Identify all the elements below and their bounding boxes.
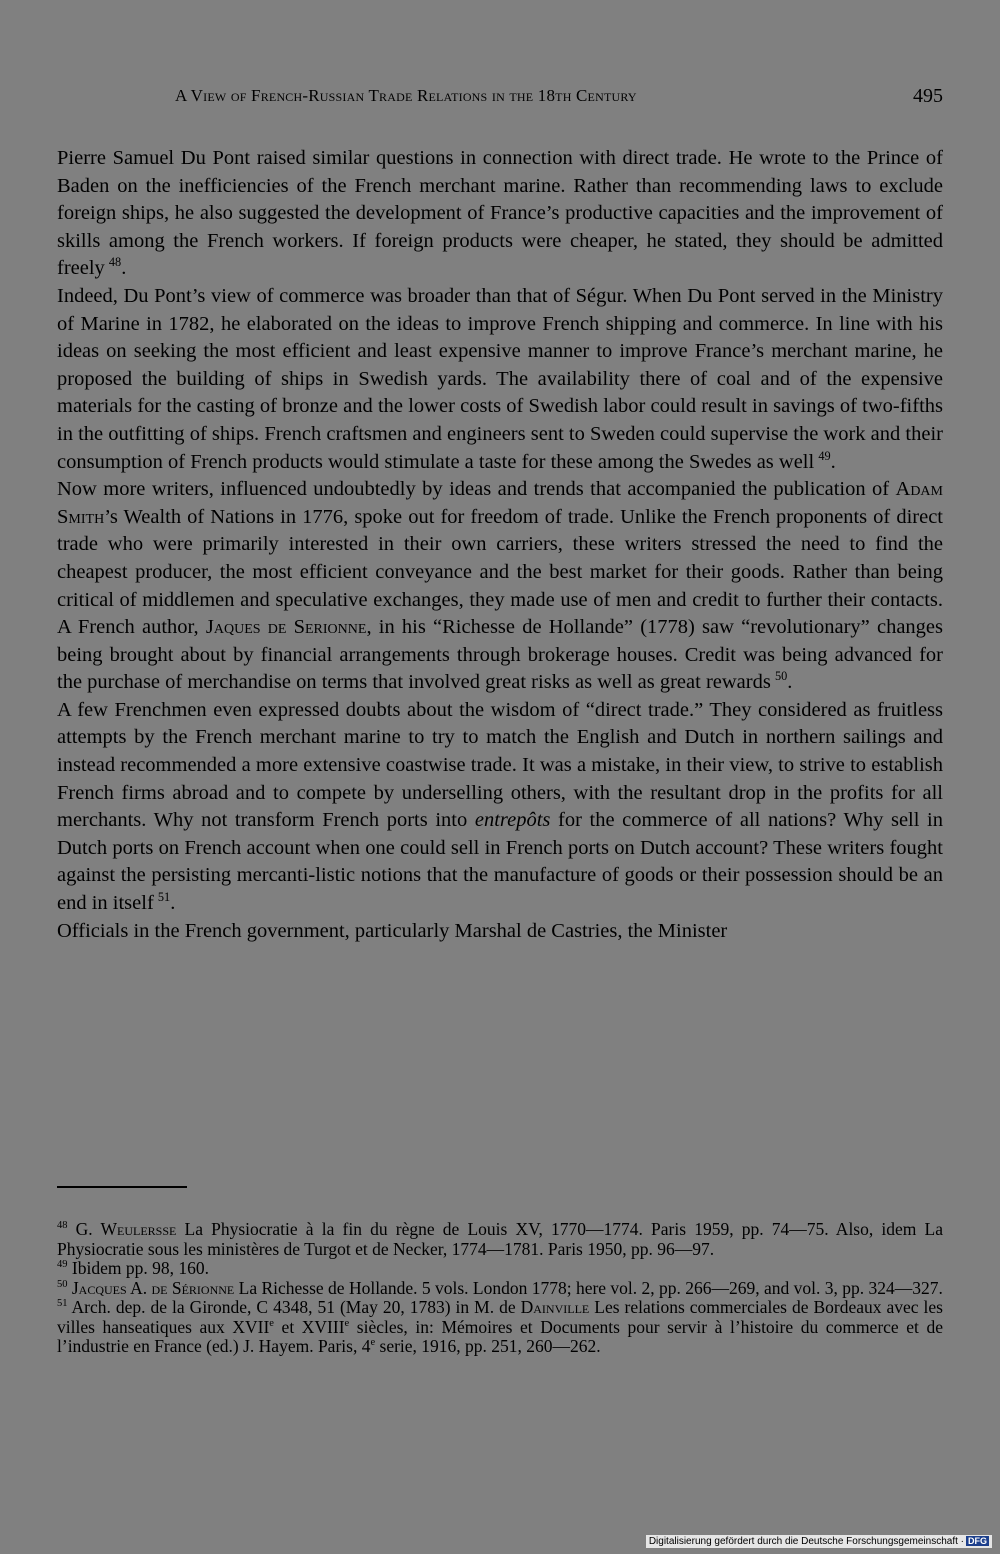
- footnote-text: Ibidem pp. 98, 160.: [67, 1258, 209, 1278]
- superscript: e: [344, 1317, 350, 1329]
- footnote-text: La Physiocratie à la fin du règne de Louis XV, 1770—1774. Paris 1959, pp. 74—75. Also, idem La Physiocratie sous les ministères de Turgot et de Necker, 1774—1781. Paris 1950, pp. 96—97.: [57, 1219, 944, 1259]
- page-header: [57, 86, 943, 116]
- footnote-text: La Richesse de Hollande. 5 vols. London 1778; here vol. 2, pp. 266—269, and vol. 3, pp. 324—327.: [234, 1277, 943, 1298]
- running-title: A View of French-Russian Trade Relations in the 18th Century: [175, 86, 637, 105]
- paragraph-text: Now more writers, influenced undoubtedly by ideas and trends that accompanied the publication of: [57, 478, 896, 501]
- punctuation: .: [121, 257, 127, 280]
- footnote-author: Dainville: [520, 1297, 590, 1317]
- author-name: Jaques de Serionne: [205, 616, 367, 639]
- footnote-number: 48: [57, 1220, 68, 1232]
- footnote-50: [57, 1279, 943, 1299]
- author-name: Adam Smith: [57, 478, 943, 528]
- digitization-credit: [646, 1535, 992, 1548]
- punctuation: .: [830, 450, 836, 473]
- footnote-48: [57, 1220, 943, 1259]
- paragraph-text: ’s Wealth of Nations in 1776, spoke out for freedom of trade. Unlike the French proponents of direct trade who were primarily interested in their own carriers, these writers stressed the need to find the cheapest producer, the most efficient conveyance and the best market for their goods. Rather than being critical of middlemen and speculative exchanges, they made use of men and credit to further their contacts. A French author,: [57, 505, 943, 639]
- credit-text: Digitalisierung gefördert durch die Deutsche Forschungsgemeinschaft ·: [648, 1536, 964, 1547]
- paragraph-text: Pierre Samuel Du Pont raised similar questions in connection with direct trade. He wrote to the Prince of Baden on the inefficiencies of the French merchant marine. Rather than recommending laws to exclude foreign ships, he also suggested the development of France’s productive capacities and the improvement of skills among the French workers. If foreign products were cheaper, he stated, they should be admitted freely: [57, 147, 943, 280]
- paragraph-text: Indeed, Du Pont’s view of commerce was broader than that of Ségur. When Du Pont served in the Ministry of Marine in 1782, he elaborated on the ideas to improve French shipping and commerce. In line with his ideas on seeking the most efficient and least expensive manner to improve France’s merchant marine, he proposed the building of ships in Swedish yards. The availability there of coal and of the expensive materials for the casting of bronze and the lower costs of Swedish labor could result in savings of two-fifths in the outfitting of ships. French craftsmen and engineers sent to Sweden could supervise the work and their consumption of French products would stimulate a taste for these among the Swedes as well: [57, 284, 943, 473]
- footnote-text: Arch. dep. de la Gironde, C 4348, 51 (May 20, 1783) in M. de: [67, 1297, 521, 1317]
- paragraph-text: Officials in the French government, particularly Marshal de Castries, the Minister: [57, 919, 728, 942]
- footnote-51: [57, 1298, 943, 1357]
- footnote-text: Les relations commerciales de Bordeaux avec les villes hanseatiques aux XVII: [57, 1297, 943, 1337]
- dfg-logo: DFG: [968, 1536, 987, 1546]
- paragraph-2: [57, 283, 943, 476]
- paragraph-4: [57, 697, 943, 918]
- footnotes: [57, 1220, 943, 1357]
- superscript: e: [269, 1317, 274, 1329]
- footnote-number: 51: [57, 1298, 68, 1310]
- footnote-text: siècles, in: Mémoires et Documents pour servir à l’histoire du commerce et de l’industrie en France (ed.) J. Hayem. Paris, 4: [57, 1316, 943, 1356]
- paragraph-text: for the commerce of all nations? Why sell in Dutch ports on French account when one could sell in French ports on Dutch account? These writers fought against the persisting mercanti-listic notions that the manufacture of goods or their possession should be an end in itself: [57, 809, 943, 915]
- footnote-number: 49: [57, 1259, 68, 1271]
- paragraph-text: A few Frenchmen even expressed doubts about the wisdom of “direct trade.” They considered as fruitless attempts by the French merchant marine to try to match the English and Dutch in northern sailings and instead recommended a more extensive coastwise trade. It was a mistake, in their view, to strive to establish French firms abroad and to compete by underselling others, with the resultant drop in the profits for all merchants. Why not transform French ports into: [57, 698, 943, 832]
- footnote-ref-48: 48: [108, 255, 122, 270]
- footnote-ref-49: 49: [818, 448, 831, 463]
- paragraph-3: [57, 476, 943, 697]
- punctuation: .: [787, 671, 793, 694]
- paragraph-1: [57, 145, 943, 283]
- footnote-49: [57, 1259, 943, 1279]
- footnote-text: et XVIII: [273, 1316, 345, 1337]
- paragraph-text: , in his “Richesse de Hollande” (1778) saw “revolutionary” changes being brought about by financial arrangements through brokerage houses. Credit was being advanced for the purchase of merchandise on terms that involved great risks as well as great rewards: [57, 616, 943, 694]
- footnote-author: Jacques A. de Sérionne: [71, 1277, 235, 1298]
- footnote-author: G. Weulersse: [75, 1219, 177, 1239]
- footnote-number: 50: [57, 1278, 68, 1290]
- footnote-ref-51: 51: [157, 890, 171, 905]
- punctuation: .: [170, 892, 176, 915]
- footnote-separator: [57, 1186, 187, 1188]
- footnote-text: serie, 1916, pp. 251, 260—262.: [375, 1336, 601, 1356]
- main-text: [57, 145, 943, 945]
- emphasis-term: entrepôts: [474, 809, 551, 832]
- page-number: 495: [913, 85, 943, 107]
- footnote-ref-50: 50: [774, 669, 788, 684]
- paragraph-5: [57, 918, 943, 946]
- superscript: e: [370, 1337, 376, 1349]
